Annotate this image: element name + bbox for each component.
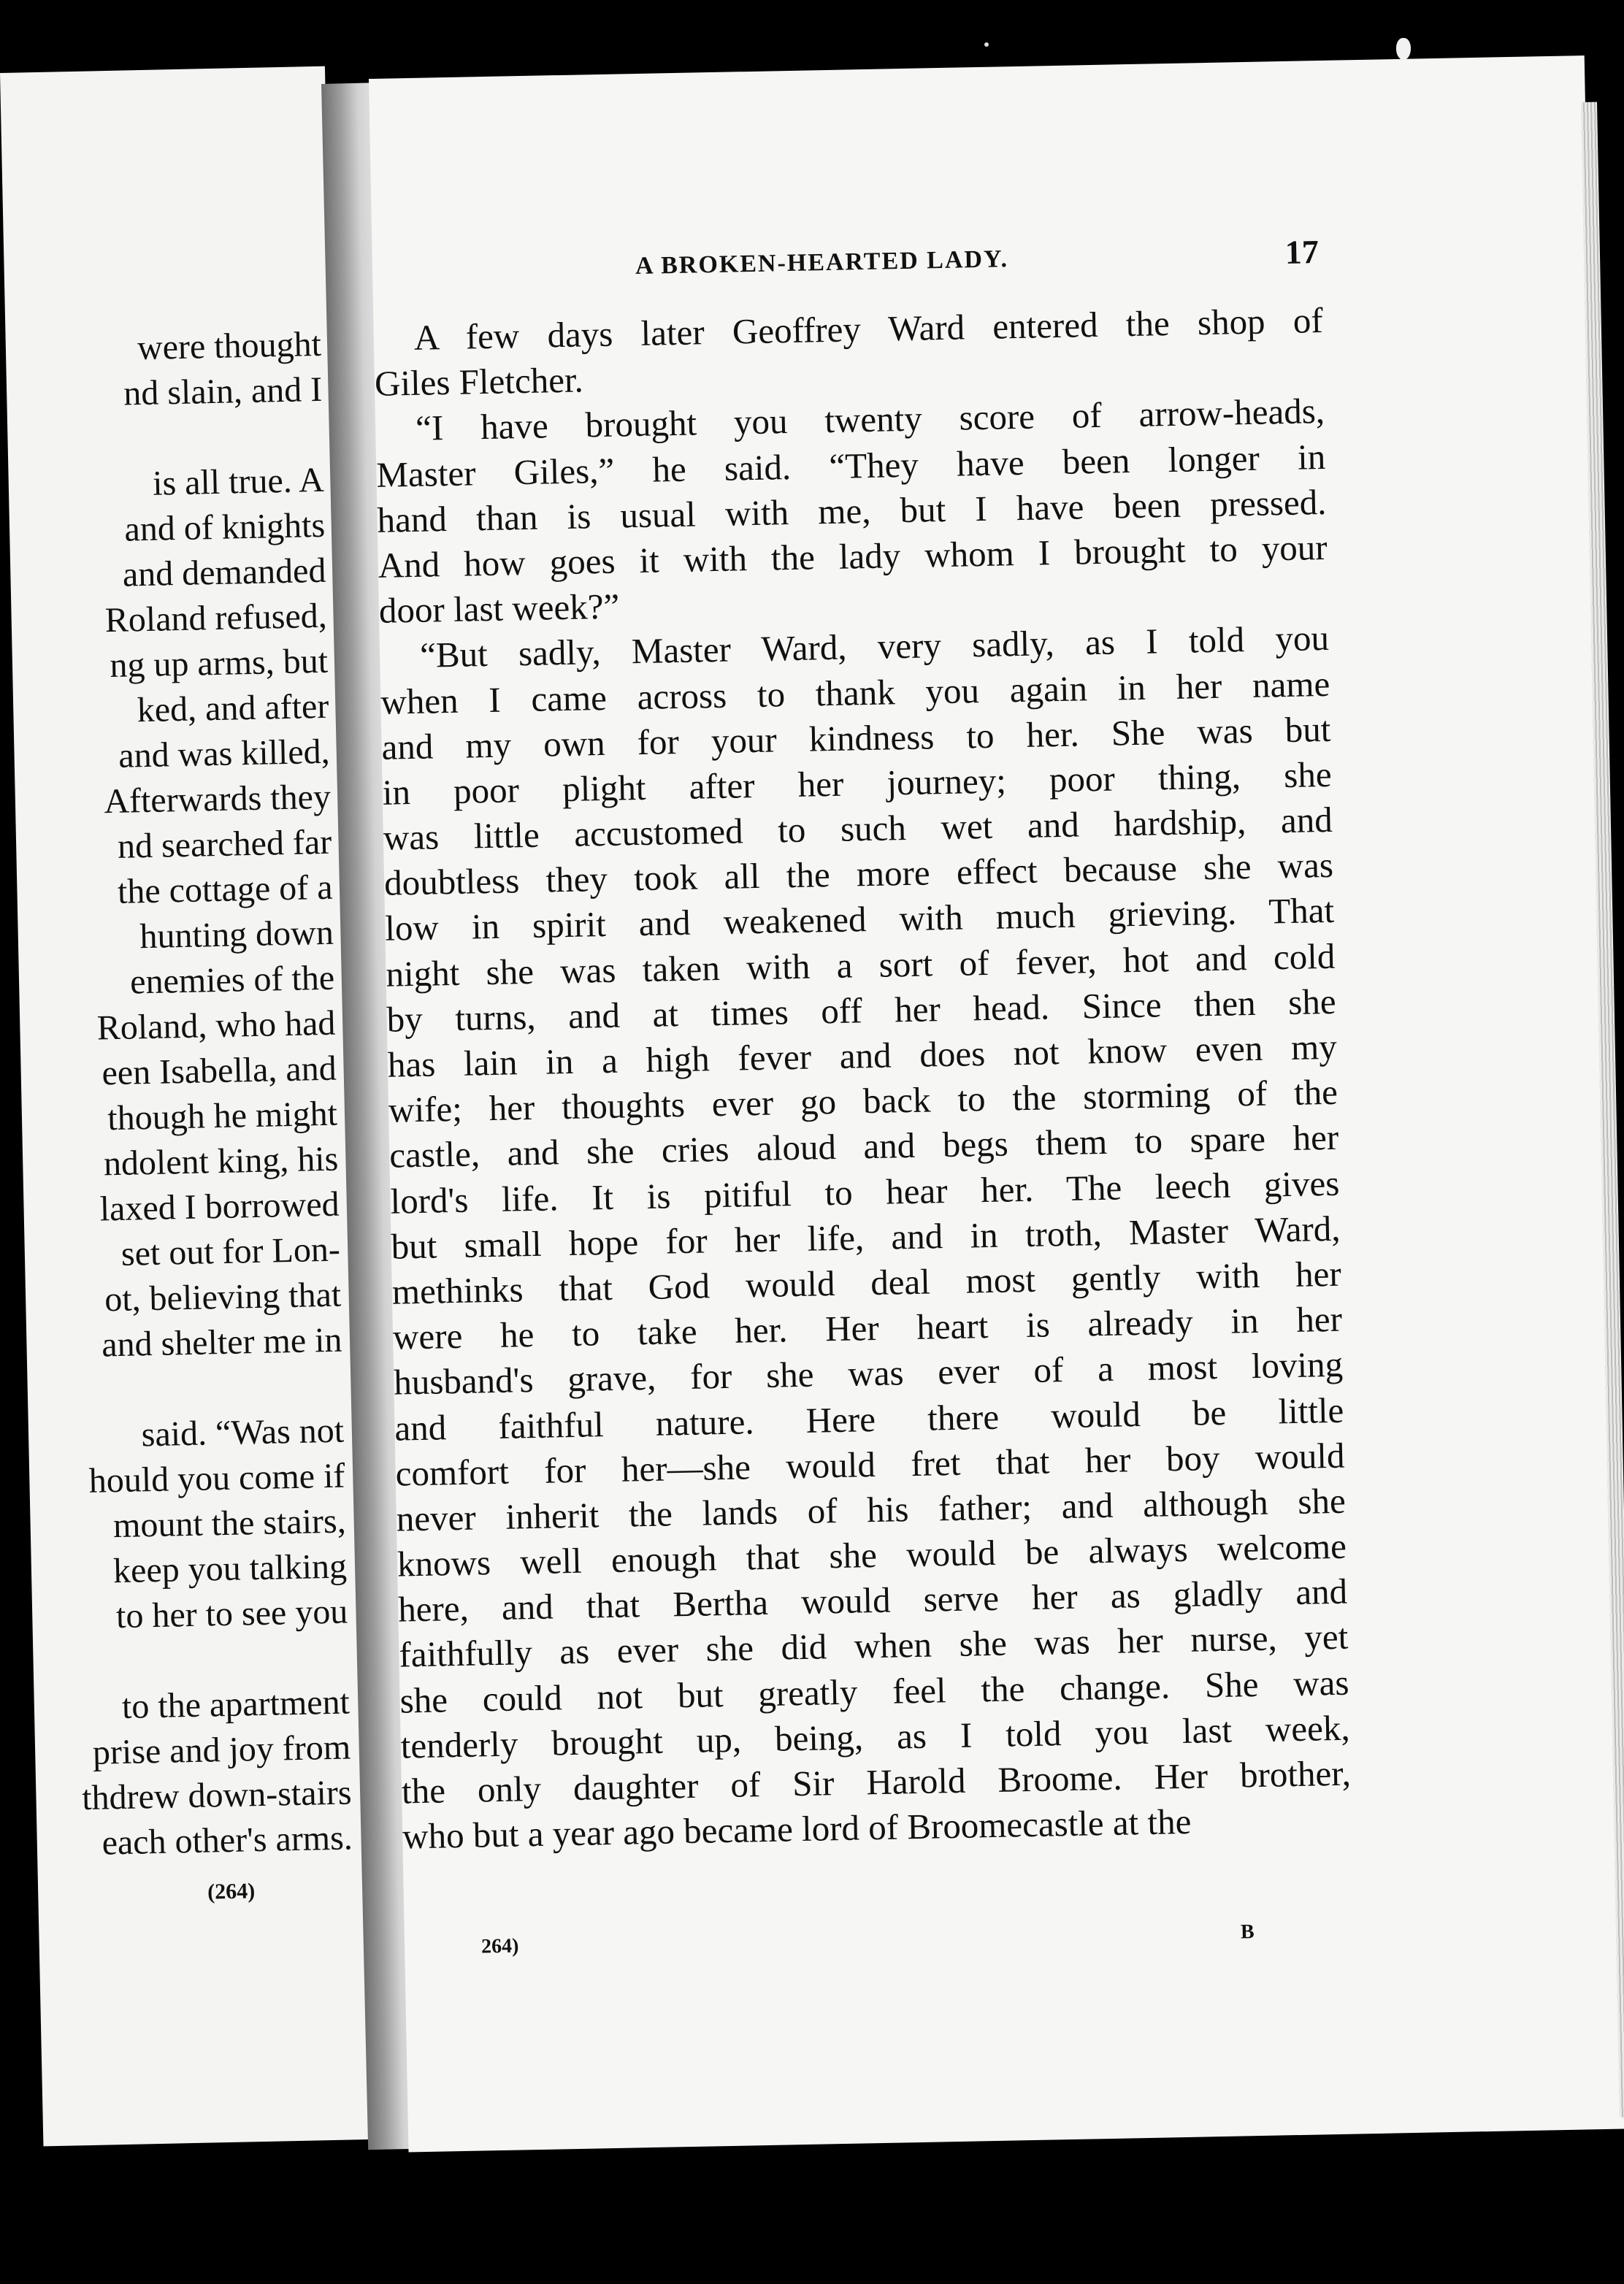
left-text-line: the cottage of a bbox=[117, 867, 334, 911]
left-text-line: is all true. A bbox=[152, 460, 325, 503]
text-line: the only daughter of Sir Harold Broome. Her brother, bbox=[401, 1752, 1352, 1812]
left-text-line: keep you talking bbox=[112, 1547, 348, 1591]
left-page bbox=[0, 66, 368, 2147]
page-number: 17 bbox=[1284, 233, 1320, 271]
text-line: And how goes it with the lady whom I brought to your bbox=[378, 526, 1328, 586]
text-line: Giles Fletcher. bbox=[374, 359, 584, 405]
text-line: who but a year ago became lord of Broomecastle at the bbox=[402, 1801, 1192, 1857]
text-line: A few days later Geoffrey Ward entered the shop of bbox=[413, 299, 1324, 358]
body-text bbox=[373, 298, 1352, 1860]
left-text-line: and was killed, bbox=[118, 732, 331, 775]
text-line: “I have brought you twenty score of arrow-heads, bbox=[415, 391, 1325, 449]
text-line: but small hope for her life, and in troth, Master Ward, bbox=[391, 1208, 1341, 1267]
text-line: hand than is usual with me, but I have been pressed. bbox=[377, 481, 1327, 540]
left-text-line: and demanded bbox=[122, 551, 326, 594]
left-text-line: Roland refused, bbox=[104, 596, 328, 640]
left-text-line: mount the stairs, bbox=[112, 1501, 347, 1546]
text-line: knows well enough that she would be always welcome bbox=[397, 1525, 1347, 1584]
text-line: Master Giles,” he said. “They have been longer in bbox=[375, 436, 1326, 495]
left-text-line: nd slain, and I bbox=[123, 369, 323, 413]
speck bbox=[984, 42, 989, 47]
text-line: door last week?” bbox=[378, 586, 620, 631]
text-line: faithfully as ever she did when she was her nurse, yet bbox=[398, 1617, 1349, 1676]
text-line: comfort for her—she would fret that her boy would bbox=[395, 1435, 1345, 1494]
text-line: she could not but greatly feel the change. She was bbox=[399, 1662, 1349, 1721]
left-page-text bbox=[5, 322, 353, 1863]
text-line: husband's grave, for she was ever of a most loving bbox=[393, 1344, 1344, 1403]
text-line: and my own for your kindness to her. She was but bbox=[381, 708, 1331, 767]
left-text-line: and shelter me in bbox=[101, 1320, 342, 1365]
text-line: by turns, and at times off her head. Since then she bbox=[386, 981, 1337, 1040]
left-text-line: though he might bbox=[107, 1094, 338, 1138]
corner-mark bbox=[1396, 38, 1411, 60]
text-line: tenderly brought up, being, as I told you last week, bbox=[400, 1707, 1351, 1766]
left-text-line: hunting down bbox=[139, 913, 334, 957]
text-line: when I came across to thank you again in her name bbox=[380, 663, 1330, 722]
text-line: doubtless they took all the more effect because she was bbox=[383, 845, 1334, 904]
left-text-line: laxed I borrowed bbox=[99, 1184, 340, 1229]
text-line: here, and that Bertha would serve her as gladly and bbox=[397, 1571, 1348, 1630]
text-line: was little accustomed to such wet and hardship, and bbox=[383, 799, 1333, 858]
text-line: and faithful nature. Here there would be little bbox=[394, 1390, 1344, 1449]
text-line: has lain in a high fever and does not know even my bbox=[387, 1026, 1338, 1085]
text-line: night she was taken with a sort of fever, hot and cold bbox=[386, 935, 1336, 995]
left-text-line: een Isabella, and bbox=[101, 1049, 337, 1093]
text-line: were he to take her. Her heart is already in her bbox=[392, 1298, 1343, 1357]
signature-mark: B bbox=[1240, 1920, 1255, 1944]
running-head: A BROKEN-HEARTED LADY. bbox=[635, 245, 1009, 280]
left-text-line: prise and joy from bbox=[92, 1728, 351, 1772]
right-page-folio: 264) bbox=[480, 1934, 519, 1958]
text-line: lord's life. It is pitiful to hear her. The leech gives bbox=[389, 1162, 1340, 1222]
left-text-line: to the apartment bbox=[121, 1682, 351, 1726]
left-text-line: set out for Lon- bbox=[120, 1230, 341, 1273]
left-text-line: nd searched far bbox=[117, 822, 332, 866]
text-line: “But sadly, Master Ward, very sadly, as I told you bbox=[419, 618, 1330, 676]
left-text-line: to her to see you bbox=[115, 1592, 348, 1636]
right-page bbox=[369, 55, 1624, 2152]
left-text-line: hould you come if bbox=[88, 1456, 345, 1501]
left-text-line: ng up arms, but bbox=[109, 641, 329, 686]
left-text-line: Afterwards they bbox=[103, 777, 332, 821]
left-text-line: Roland, who had bbox=[96, 1003, 336, 1048]
left-text-line: were thought bbox=[137, 324, 322, 368]
left-text-line: ked, and after bbox=[137, 686, 329, 730]
left-text-line: thdrew down-stairs bbox=[81, 1773, 352, 1818]
text-line: castle, and she cries aloud and begs them to spare her bbox=[388, 1117, 1339, 1176]
left-text-line: ndolent king, his bbox=[103, 1139, 339, 1184]
left-text-line: each other's arms. bbox=[102, 1818, 353, 1863]
text-line: methinks that God would deal most gently with her bbox=[391, 1253, 1342, 1312]
text-line: in poor plight after her journey; poor thing, she bbox=[382, 754, 1333, 813]
left-text-line: said. “Was not bbox=[141, 1411, 345, 1455]
left-page-folio: (264) bbox=[207, 1879, 256, 1904]
text-line: low in spirit and weakened with much grieving. That bbox=[384, 890, 1335, 949]
text-line: never inherit the lands of his father; and although she bbox=[396, 1480, 1347, 1539]
text-line: wife; her thoughts ever go back to the storming of the bbox=[388, 1071, 1338, 1130]
left-text-line: ot, believing that bbox=[104, 1275, 342, 1319]
left-text-line: and of knights bbox=[123, 505, 326, 549]
left-text-line: enemies of the bbox=[129, 958, 335, 1002]
